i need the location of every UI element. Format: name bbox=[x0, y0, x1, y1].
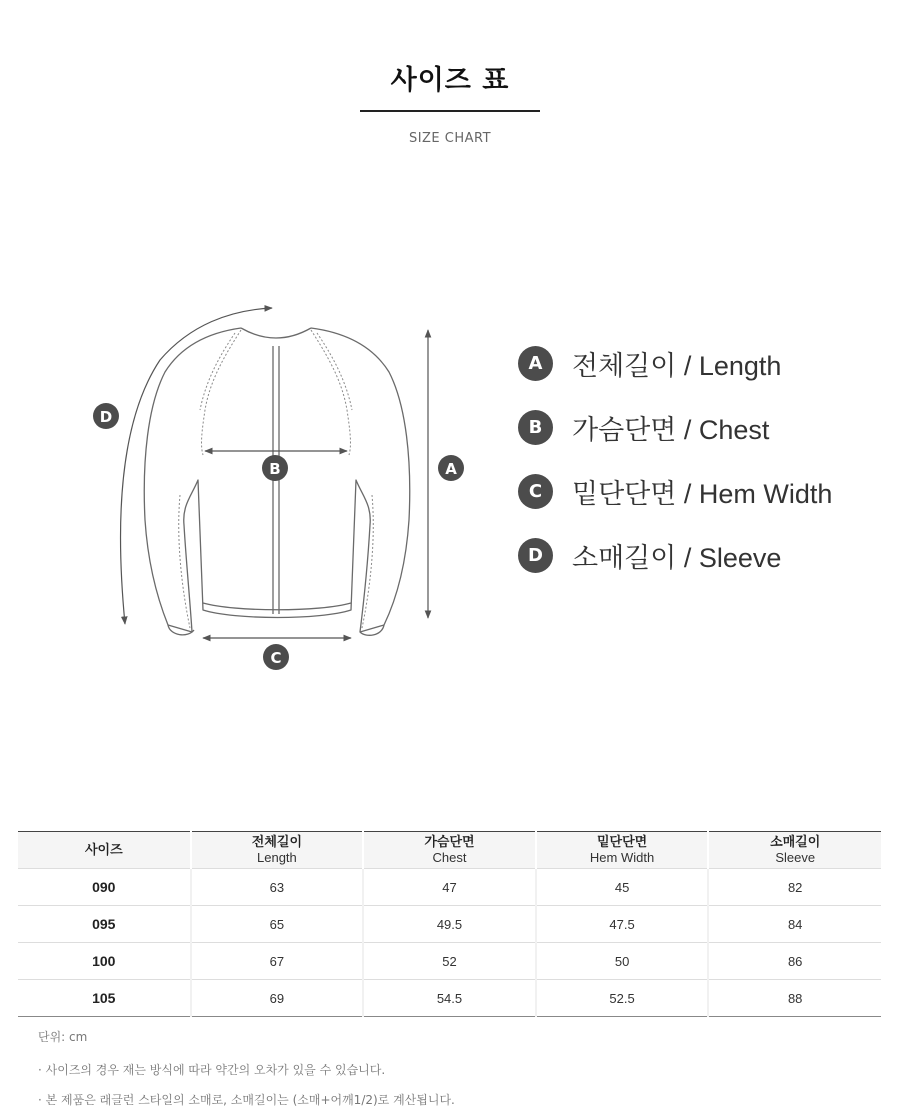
cell-sleeve: 88 bbox=[708, 980, 881, 1017]
marker-d bbox=[93, 403, 119, 429]
cell-size: 090 bbox=[18, 869, 191, 906]
title-divider bbox=[360, 110, 540, 112]
table-row bbox=[18, 906, 881, 943]
cell-length: 69 bbox=[191, 980, 364, 1017]
cell-size: 105 bbox=[18, 980, 191, 1017]
garment-diagram bbox=[0, 290, 520, 680]
legend-badge: C bbox=[518, 474, 553, 509]
legend-label: 밑단단면 / Hem Width bbox=[572, 478, 833, 509]
header-size: 사이즈 bbox=[18, 832, 191, 869]
svg-text:A: A bbox=[445, 460, 457, 478]
cell-chest: 52 bbox=[363, 943, 536, 980]
legend-label: 전체길이 / Length bbox=[572, 350, 782, 381]
cell-length: 67 bbox=[191, 943, 364, 980]
legend-badge: D bbox=[518, 538, 553, 573]
header-chest: 가슴단면 Chest bbox=[363, 832, 536, 869]
cell-chest: 47 bbox=[363, 869, 536, 906]
cell-length: 65 bbox=[191, 906, 364, 943]
jacket-outline bbox=[144, 328, 409, 635]
svg-text:B: B bbox=[269, 460, 281, 478]
legend-item-sleeve bbox=[518, 537, 888, 573]
legend-item-hem-width bbox=[518, 473, 888, 509]
marker-b bbox=[262, 455, 288, 481]
measurement-note: · 사이즈의 경우 재는 방식에 따라 약간의 오차가 있을 수 있습니다. bbox=[38, 1063, 386, 1077]
header-length: 전체길이 Length bbox=[191, 832, 364, 869]
table-row bbox=[18, 869, 881, 906]
legend-item-chest bbox=[518, 409, 888, 445]
legend-badge: B bbox=[518, 410, 553, 445]
page-title: 사이즈 표 bbox=[390, 65, 510, 96]
cell-sleeve: 82 bbox=[708, 869, 881, 906]
cell-chest: 54.5 bbox=[363, 980, 536, 1017]
sleeve-calculation-note: · 본 제품은 래글런 스타일의 소매로, 소매길이는 (소매+어깨1/2)로 계산됩니다. bbox=[38, 1093, 455, 1107]
cell-size: 100 bbox=[18, 943, 191, 980]
marker-c bbox=[263, 644, 289, 670]
unit-note: 단위: cm bbox=[38, 1030, 88, 1044]
legend-badge: A bbox=[518, 346, 553, 381]
page-subtitle: SIZE CHART bbox=[408, 131, 492, 146]
cell-length: 63 bbox=[191, 869, 364, 906]
svg-text:D: D bbox=[99, 408, 113, 426]
cell-hem-width: 52.5 bbox=[536, 980, 709, 1017]
sleeve-arrow bbox=[121, 308, 272, 624]
cell-sleeve: 86 bbox=[708, 943, 881, 980]
svg-text:C: C bbox=[270, 649, 282, 667]
cell-hem-width: 47.5 bbox=[536, 906, 709, 943]
measurement-legend bbox=[518, 345, 888, 601]
table-header-row bbox=[18, 832, 881, 869]
cell-chest: 49.5 bbox=[363, 906, 536, 943]
table-row bbox=[18, 943, 881, 980]
cell-hem-width: 50 bbox=[536, 943, 709, 980]
cell-size: 095 bbox=[18, 906, 191, 943]
legend-label: 소매길이 / Sleeve bbox=[572, 542, 782, 573]
cell-hem-width: 45 bbox=[536, 869, 709, 906]
cell-sleeve: 84 bbox=[708, 906, 881, 943]
legend-label: 가슴단면 / Chest bbox=[572, 414, 770, 445]
header-hem-width: 밑단단면 Hem Width bbox=[536, 832, 709, 869]
table-row bbox=[18, 980, 881, 1017]
size-table bbox=[18, 831, 881, 1017]
legend-item-length bbox=[518, 345, 888, 381]
marker-a bbox=[438, 455, 464, 481]
header-sleeve: 소매길이 Sleeve bbox=[708, 832, 881, 869]
